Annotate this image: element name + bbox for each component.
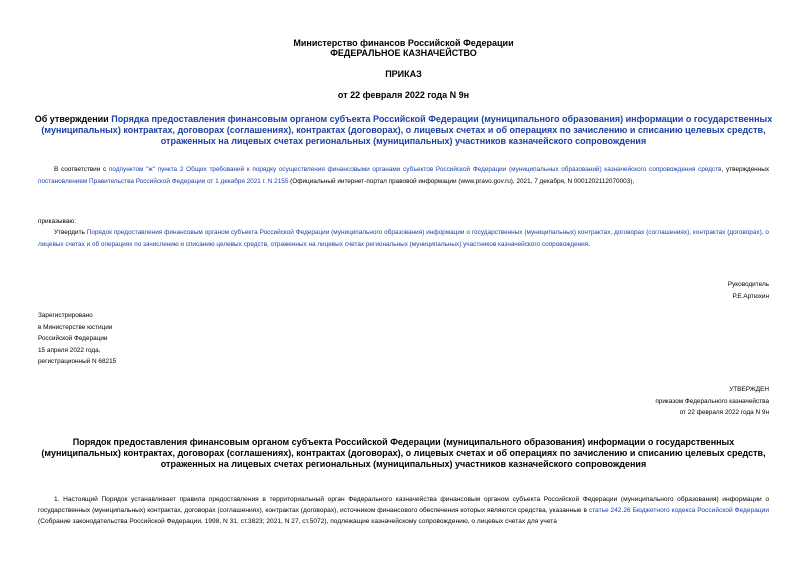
title-link-line3[interactable]: отраженных на лицевых счетах региональных (муниципальных) участников казначейского сопровождения bbox=[160, 136, 647, 146]
approve-paragraph: Утвердить Порядок предоставления финансовым органом субъекта Российской Федерации (муниципального образования) информации о государственных (муниципальных) контрактах, договорах (соглашениях), контрактах (договорах), о лицевых счетах и об операциях по зачислению и списанию целевых средств, отраженных на лицевых счетах региональных (муниципальных) участников казначейского сопровождения. bbox=[38, 229, 769, 248]
agency-name: ФЕДЕРАЛЬНОЕ КАЗНАЧЕЙСТВО bbox=[330, 48, 477, 58]
registration-block: Зарегистрировано в Министерстве юстиции Российской Федерации 15 апреля 2022 года, регистрационный N 68215 bbox=[38, 312, 117, 365]
document-title bbox=[0, 114, 807, 147]
order-procedure-link[interactable]: Порядок предоставления финансовым органом субъекта Российской Федерации (муниципального образования) информации о государственных (муниципальных) контрактах, договорах (соглашениях), контрактах (договорах), о лицевых счетах и об операциях по зачислению и списанию целевых средств, отраженных на лицевых счетах региональных (муниципальных) участников казначейского сопровождения bbox=[38, 229, 769, 248]
government-decree-link[interactable]: постановлением Правительства Российской Федерации от 1 декабря 2021 г. N 2155 bbox=[38, 177, 289, 185]
subpoint-link[interactable]: подпунктом "ж" пункта 2 Общих требований к порядку осуществления финансовыми органами субъектов Российской Федерации (муниципальных образований) казначейского сопровождения средств bbox=[108, 166, 722, 173]
order-title: Порядок предоставления финансовым органом субъекта Российской Федерации (муниципального образования) информации о государственных (муниципальных) контрактах, договорах (соглашениях), контрактах (договорах), о лицевых счетах и об операциях по зачислению и списанию целевых средств, отраженных на лицевых счетах региональных (муниципальных) участников казначейского сопровождения bbox=[41, 437, 766, 469]
body-paragraph-1: 1. Настоящий Порядок устанавливает правила предоставления в территориальный орган Федерального казначейства финансовым органом субъекта Российской Федерации (муниципального образования) информации о государственных (муниципальных) контрактах, договорах (соглашениях), контрактах (договорах), источником финансового обеспечения которых являются средства, указанные в статье 242.26 Бюджетного кодекса Российской Федерации (Собрание законодательства Российской Федерации, 1998, N 31, ст.3823; 2021, N 27, ст.5072), подлежащие казначейскому сопровождению, о лицевых счетах для учета bbox=[38, 496, 770, 525]
document-type: ПРИКАЗ bbox=[385, 69, 422, 79]
preamble-paragraph: В соответствии с подпунктом "ж" пункта 2 Общих требований к порядку осуществления финансовыми органами субъектов Российской Федерации (муниципальных образований) казначейского сопровождения средств, утвержденных постановлением Правительства Российской Федерации от 1 декабря 2021 г. N 2155 (Официальный интернет-портал правовой информации (www.pravo.gov.ru), 2021, 7 декабря, N 0001202112070003), bbox=[38, 166, 770, 185]
orders-text: приказываю: bbox=[38, 218, 76, 225]
title-link-line2[interactable]: (муниципальных) контрактах, договорах (соглашениях), контрактах (договорах), о лицевых счетах и об операциях по зачислению и списанию целевых средств, bbox=[41, 125, 766, 135]
document-date-number: от 22 февраля 2022 года N 9н bbox=[337, 90, 470, 100]
signature-name: Р.Е.Артюхин bbox=[732, 292, 769, 300]
ministry-name: Министерство финансов Российской Федерации bbox=[293, 38, 514, 48]
title-prefix: Об утверждении bbox=[34, 114, 112, 124]
signature-role: Руководитель bbox=[727, 281, 769, 288]
budget-code-link[interactable]: статье 242.26 Бюджетного кодекса Российской Федерации bbox=[588, 506, 770, 514]
title-link-line1[interactable]: Порядка предоставления финансовым органом субъекта Российской Федерации (муниципального образования) информации о государственных bbox=[111, 114, 773, 124]
approval-block: УТВЕРЖДЕН приказом Федерального казначейства от 22 февраля 2022 года N 9н bbox=[655, 386, 769, 416]
signature-block bbox=[728, 279, 769, 302]
approval-label: УТВЕРЖДЕН bbox=[729, 386, 769, 393]
